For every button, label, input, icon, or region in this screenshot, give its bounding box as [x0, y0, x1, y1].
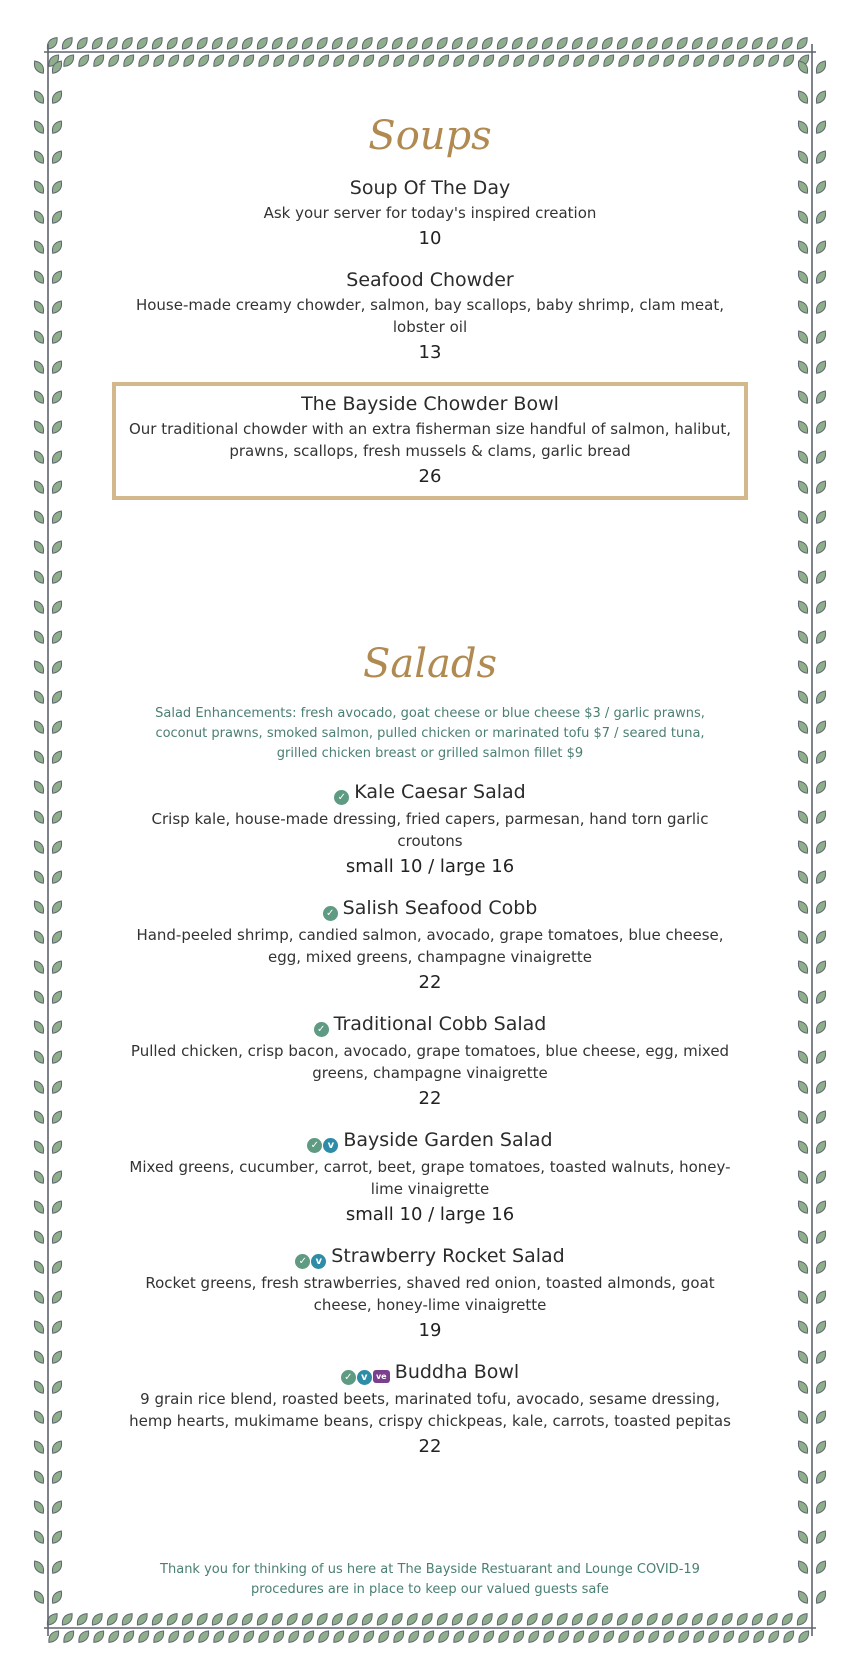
item-name: Kale Caesar Salad: [354, 781, 526, 803]
item-heading: [118, 1360, 742, 1386]
soups-title: Soups: [368, 113, 492, 159]
item-price: 10: [418, 228, 442, 249]
vegetarian-icon: v: [357, 1370, 372, 1385]
vegetarian-icon: v: [323, 1138, 338, 1153]
item-description: Rocket greens, fresh strawberries, shaved red onion, toasted almonds, goat cheese, honey-lime vinaigrette: [145, 1274, 715, 1314]
menu-item: [118, 268, 742, 366]
salad-enhancements: Salad Enhancements: fresh avocado, goat cheese or blue cheese $3 / garlic prawns, coconut prawns, smoked salmon, pulled chicken or marinated tofu $7 / seared tuna, grilled chicken breast or grilled salmon fillet $9: [155, 706, 705, 761]
item-description: Pulled chicken, crisp bacon, avocado, grape tomatoes, blue cheese, egg, mixed greens, champagne vinaigrette: [130, 1042, 730, 1082]
featured-item-box: [112, 382, 748, 500]
gluten-free-icon: ✓: [295, 1254, 310, 1269]
item-heading: [118, 1012, 742, 1038]
item-heading: [118, 896, 742, 922]
menu-content: [118, 100, 742, 1476]
item-price: 13: [418, 342, 442, 363]
vegan-icon: ve: [373, 1370, 390, 1383]
item-price: 22: [418, 972, 442, 993]
item-description: Ask your server for today's inspired creation: [263, 204, 597, 222]
item-name: Seafood Chowder: [346, 269, 514, 291]
menu-item: [118, 1244, 742, 1344]
item-name: The Bayside Chowder Bowl: [301, 393, 559, 415]
footer-note: Thank you for thinking of us here at The Bayside Restuarant and Lounge COVID-19 procedures are in place to keep our valued guests safe: [160, 1562, 700, 1597]
item-heading: [118, 780, 742, 806]
item-name: Strawberry Rocket Salad: [331, 1245, 565, 1267]
menu-item: [118, 896, 742, 996]
item-description: Mixed greens, cucumber, carrot, beet, grape tomatoes, toasted walnuts, honey-lime vinaigrette: [129, 1158, 731, 1198]
gluten-free-icon: ✓: [334, 790, 349, 805]
dietary-icons: [314, 1014, 330, 1038]
item-description: Our traditional chowder with an extra fisherman size handful of salmon, halibut, prawns, scallops, fresh mussels & clams, garlic bread: [128, 420, 732, 460]
item-name: Bayside Garden Salad: [343, 1129, 553, 1151]
item-description: House-made creamy chowder, salmon, bay scallops, baby shrimp, clam meat, lobster oil: [135, 296, 725, 336]
dietary-icons: [341, 1362, 391, 1386]
item-price: 22: [418, 1436, 442, 1457]
item-name: Salish Seafood Cobb: [342, 897, 538, 919]
menu-item: [118, 1128, 742, 1228]
salads-title: Salads: [362, 641, 498, 687]
menu-item: [118, 1012, 742, 1112]
item-heading: [118, 1128, 742, 1154]
item-price: 19: [418, 1320, 442, 1341]
menu-item: [118, 780, 742, 880]
item-description: Crisp kale, house-made dressing, fried capers, parmesan, hand torn garlic croutons: [151, 810, 709, 850]
dietary-icons: [334, 782, 350, 806]
item-name: Buddha Bowl: [394, 1361, 520, 1383]
gluten-free-icon: ✓: [341, 1370, 356, 1385]
item-price: small 10 / large 16: [345, 1204, 515, 1225]
gluten-free-icon: ✓: [314, 1022, 329, 1037]
dietary-icons: [295, 1246, 327, 1270]
item-price: small 10 / large 16: [345, 856, 515, 877]
item-price: 26: [418, 466, 442, 487]
gluten-free-icon: ✓: [307, 1138, 322, 1153]
item-description: Hand-peeled shrimp, candied salmon, avocado, grape tomatoes, blue cheese, egg, mixed greens, champagne vinaigrette: [136, 926, 724, 966]
item-description: 9 grain rice blend, roasted beets, marinated tofu, avocado, sesame dressing, hemp hearts, mukimame beans, crispy chickpeas, kale, carrots, toasted pepitas: [129, 1390, 731, 1430]
menu-item: [118, 176, 742, 252]
menu-item: [118, 1360, 742, 1460]
dietary-icons: [307, 1130, 339, 1154]
gluten-free-icon: ✓: [323, 906, 338, 921]
dietary-icons: [323, 898, 339, 922]
item-heading: [118, 1244, 742, 1270]
item-name: Soup Of The Day: [349, 177, 511, 199]
item-name: Traditional Cobb Salad: [333, 1013, 547, 1035]
item-price: 22: [418, 1088, 442, 1109]
vegetarian-icon: v: [311, 1254, 326, 1269]
